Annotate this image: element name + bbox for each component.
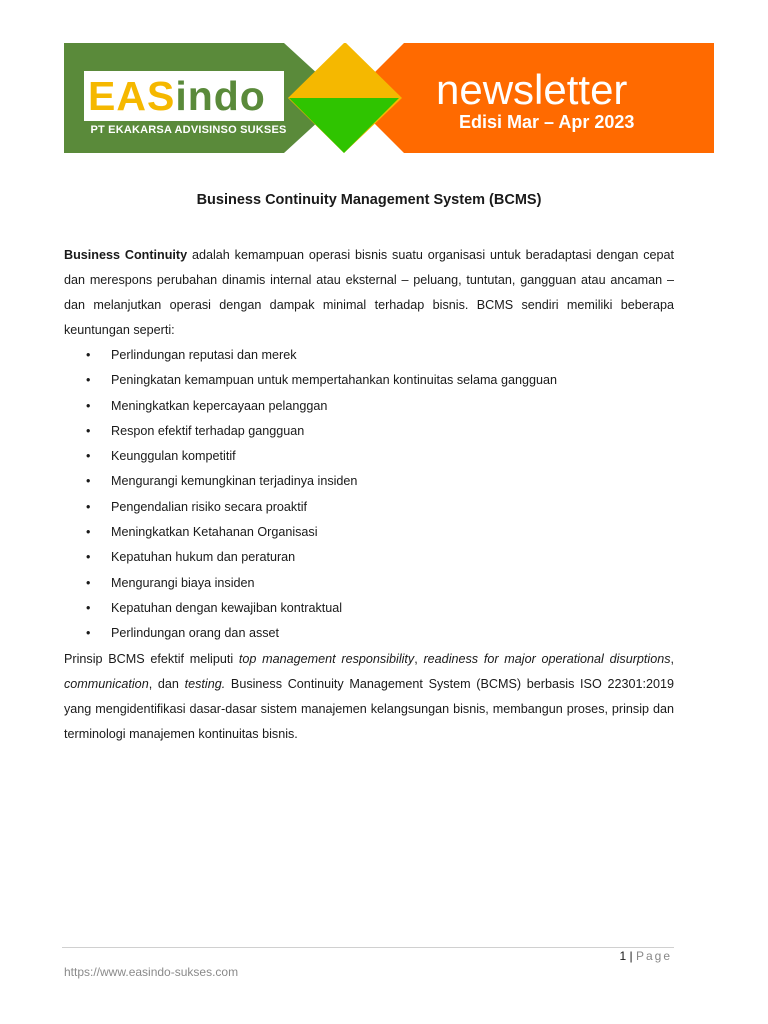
bullet-icon: • [86, 575, 91, 590]
article-heading: Business Continuity Management System (BCMS) [196, 192, 542, 208]
bullet-icon: • [86, 449, 91, 464]
benefit-text: Meningkatkan Ketahanan Organisasi [111, 525, 318, 540]
benefit-item [64, 368, 674, 393]
bullet-icon: • [86, 348, 91, 362]
intro-bold-term: Business Continuity [64, 248, 188, 262]
benefit-item [64, 545, 674, 570]
benefit-text: Keunggulan kompetitif [111, 449, 236, 464]
benefit-item [64, 343, 674, 368]
article-body [64, 243, 674, 747]
company-name: PT EKAKARSA ADVISINSO SUKSES [90, 124, 287, 136]
benefit-item [64, 571, 674, 596]
page-number [619, 949, 672, 963]
benefit-item [64, 419, 674, 444]
website-url[interactable]: https://www.easindo-sukses.com [64, 965, 239, 979]
page-number-value: 1 [619, 949, 627, 963]
intro-paragraph [64, 243, 674, 343]
benefit-item [64, 520, 674, 545]
bullet-icon: • [86, 600, 91, 615]
benefit-text: Respon efektif terhadap gangguan [111, 423, 305, 438]
page-separator: | [629, 949, 633, 963]
benefit-text: Perlindungan reputasi dan merek [111, 348, 297, 362]
bullet-icon: • [86, 550, 91, 565]
page-label: Page [635, 949, 672, 963]
benefit-text: Mengurangi biaya insiden [111, 575, 255, 590]
closing-italic-4: testing. [184, 676, 226, 691]
bullet-icon: • [86, 499, 91, 514]
benefit-list [64, 343, 674, 647]
benefit-item [64, 469, 674, 494]
logo-wordmark [88, 72, 266, 120]
closing-text-5: Business Continuity Management System (BCMS) berbasis ISO 22301:2019 yang mengidentifikasi dasar-dasar sistem manajemen kelangsungan bisnis, membangun proses, prinsip dan terminologi manajemen kontinuitas bisnis. [64, 676, 674, 741]
closing-text-4: , dan [148, 676, 185, 691]
benefit-text: Meningkatkan kepercayaan pelanggan [111, 398, 328, 413]
newsletter-edition: Edisi Mar – Apr 2023 [459, 112, 635, 132]
footer-divider [62, 947, 674, 948]
bullet-icon: • [86, 474, 91, 489]
benefit-item [64, 394, 674, 419]
bullet-icon: • [86, 398, 91, 413]
benefit-text: Peningkatan kemampuan untuk mempertahankan kontinuitas selama gangguan [111, 373, 557, 388]
benefit-text: Mengurangi kemungkinan terjadinya insiden [111, 474, 358, 489]
bullet-icon: • [86, 525, 91, 540]
newsletter-title: newsletter [436, 66, 628, 113]
closing-text-2: , [414, 651, 424, 666]
newsletter-banner [64, 43, 714, 153]
closing-paragraph [64, 647, 674, 747]
bullet-icon: • [86, 373, 91, 388]
intro-text: adalah kemampuan operasi bisnis suatu organisasi untuk beradaptasi dengan cepat dan merespons perubahan dinamis internal atau eksternal – peluang, tuntutan, gangguan atau ancaman – dan melanjutkan operasi dengan dampak minimal terhadap bisnis. BCMS sendiri memiliki beberapa keuntungan seperti: [64, 248, 675, 337]
benefit-item [64, 495, 674, 520]
benefit-item [64, 444, 674, 469]
closing-italic-3: communication [64, 676, 149, 691]
benefit-item [64, 621, 674, 646]
benefit-text: Kepatuhan hukum dan peraturan [111, 550, 296, 565]
closing-italic-2: readiness for major operational disurptions [423, 651, 671, 666]
benefit-text: Perlindungan orang dan asset [111, 626, 280, 641]
closing-italic-1: top management responsibility [238, 651, 415, 666]
logo [84, 71, 284, 121]
logo-eas: EAS [88, 73, 176, 119]
closing-text-1: Prinsip BCMS efektif meliputi [64, 651, 239, 666]
benefit-text: Kepatuhan dengan kewajiban kontraktual [111, 600, 343, 615]
bullet-icon: • [86, 626, 91, 641]
benefit-item [64, 596, 674, 621]
bullet-icon: • [86, 423, 91, 438]
closing-text-3: , [670, 651, 675, 666]
benefit-text: Pengendalian risiko secara proaktif [111, 499, 308, 514]
logo-indo: indo [175, 73, 266, 119]
